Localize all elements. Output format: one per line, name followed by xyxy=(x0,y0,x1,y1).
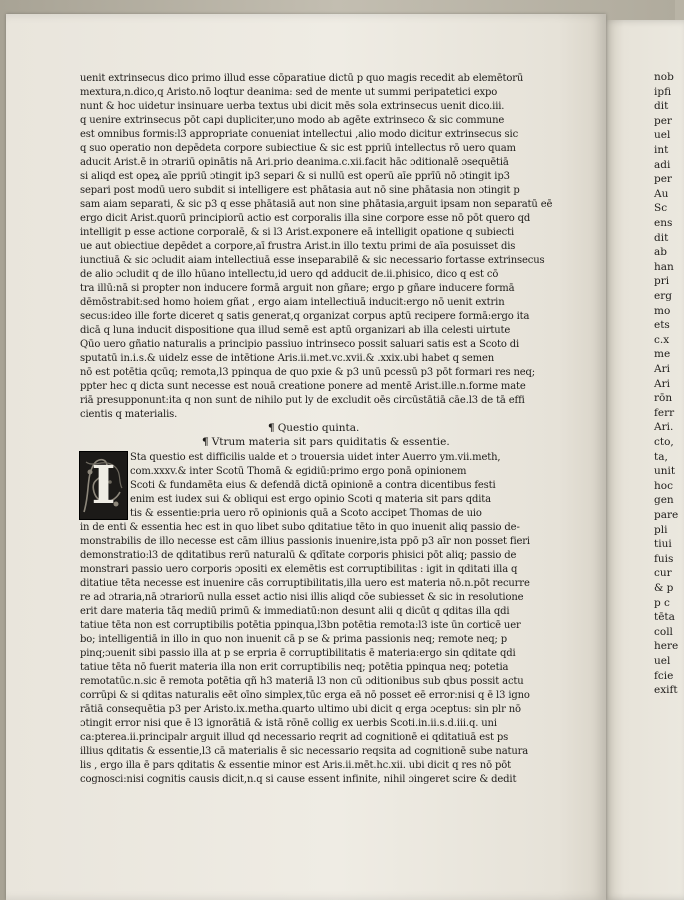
right-page-fragment: fuis xyxy=(654,552,674,565)
right-page-fragment: ipfi xyxy=(654,85,672,98)
right-page-fragment: fcie xyxy=(654,669,674,682)
right-page-fragment: pare xyxy=(654,509,679,521)
right-page-fragment: ta, xyxy=(654,450,668,463)
right-page-fragment: dit xyxy=(654,100,669,113)
text-line: separi post modū uero subdit si intelligere est phātasia aut nō sine phātasia non ɔtingit p xyxy=(80,185,520,196)
right-page-fragment: me xyxy=(654,348,671,361)
right-page-fragment: hoc xyxy=(654,479,673,492)
text-line: rātiā consequētia p3 per Aristo.ix.metha.quarto ultimo ubi dicit q erga ɔceptus: sin plr nō xyxy=(80,704,521,715)
text-line: iunctiuā & sic ɔcludit aiam intellectiuā esse inseparabilē & sic necessario fortasse extrinsecus xyxy=(80,255,545,266)
right-page-fragment: cto, xyxy=(654,436,674,448)
right-page-fragment: Ari. xyxy=(654,421,674,434)
text-line: sputatū in.i.s.& uidelz esse de intētione Aris.ii.met.vc.xvii.& .xxix.ubi habet q semen xyxy=(80,353,494,364)
text-line: tis & essentie:pria uero rō opinionis quā a Scoto accipet Thomas de uio xyxy=(130,508,482,519)
text-line: re ad ɔtraria,nā ɔtrariorū nulla esset actio nisi illis aliqd cōe subiesset & sic in resolutione xyxy=(80,592,524,603)
right-page-fragment: pri xyxy=(654,275,670,288)
text-line: in de enti & essentia hec est in quo libet subo qditatiue tēto in quo inuenit aliq passio de- xyxy=(80,522,520,533)
right-page-fragment: Au xyxy=(654,187,669,200)
text-line: illius qditatis & essentie,l3 cā materialis ē sic necessario reqsita ad cognitionē sube natura xyxy=(80,746,529,757)
right-page-fragment: coll xyxy=(654,625,673,638)
text-line: ergo dicit Arist.quorū principiorū actio est corporalis illa sine corpore esse nō pōt quero qd xyxy=(80,213,531,224)
text-line: ditatiue tēta necesse est inuenire cās corruptibilitatis,illa uero est materia nō.n.pōt recurre xyxy=(80,578,530,589)
text-line: monstrari passio uero corporis ɔpositi ex elemētis est corruptibilitas : igit in qditati illa q xyxy=(80,564,518,575)
right-page-fragment: int xyxy=(654,144,669,156)
right-page-fragment: ferr xyxy=(654,406,675,419)
right-page-fragment: dit xyxy=(654,231,669,244)
text-line: si aliqd est opeꝝ aīe ppriū ɔtingit ip3 separi & si nullū est operū aīe pprīū nō ɔtingit ip3 xyxy=(80,171,510,182)
text-line: remotatūc.n.sic ē remota potētia qñ h3 materiā l3 non cū ɔditionibus sub qbus possit actu xyxy=(80,676,524,687)
right-page-fragment: tēta xyxy=(654,611,675,624)
text-line: tatiue tēta nō fuerit materia illa non erit corruptibilis neq; potētia ppinqua neq; potetia xyxy=(80,662,509,673)
text-line: cientis q materialis. xyxy=(80,409,178,420)
text-line: est omnibus formis:l3 appropriate conueniat intellectui ,alio modo dicitur extrinsecus sic xyxy=(80,129,519,140)
right-page xyxy=(604,20,684,900)
text-line: demonstratio:l3 de qditatibus rerū naturalū & qdītate corporis phisici pōt aliq; passio de xyxy=(80,550,517,561)
question-title xyxy=(202,435,450,449)
text-line: sam aiam separati, & sic p3 q esse phātasiā aut non sine phātasia,arguit ipsam non separatū eē xyxy=(80,199,553,210)
right-page-fragment: erg xyxy=(654,290,672,302)
text-line: monstrabilis de illo necesse est cām illius passionis inuenire,ista ppō p3 aīr non posset fieri xyxy=(80,536,530,547)
text-line: cognosci:nisi cognitis causis dicit,n.q si cause essent infinite, nihil ɔingeret scire & dedit xyxy=(80,774,517,785)
text-line: uenit extrinsecus dico primo illud esse cōparatiue dictū p quo magis recedit ab elemētorū xyxy=(80,73,524,84)
right-page-fragment: gen xyxy=(654,494,674,507)
right-page-fragment: unit xyxy=(654,465,676,478)
right-page-fragment: per xyxy=(654,173,672,186)
right-page-fragment: p c xyxy=(654,596,670,609)
right-page-fragment: per xyxy=(654,114,672,127)
question-heading xyxy=(268,421,359,435)
right-page-fragment: cur xyxy=(654,567,672,580)
text-line: q uenire extrinsecus pōt capi dupliciter,uno modo ab agēte extrinseco & sic commune xyxy=(80,115,505,126)
text-line: tra illū:nā si propter non inducere formā arguit non gñare; ergo p gñare inducere formā xyxy=(80,283,515,294)
text-line: ɔtingit error nisi que ē l3 ignorātiā & istā rōnē collig ex uerbis Scoti.in.ii.s.d.iii.q. uni xyxy=(80,718,497,729)
text-line: mextura,n.dico,q Aristo.nō loqtur deanima: sed de mente ut summi peripatetici expo xyxy=(80,87,498,98)
right-page-fragment: mo xyxy=(654,304,671,317)
right-page-fragment: ens xyxy=(654,217,673,229)
text-line: ca:pterea.ii.principalr arguit illud qd necessario reqrit ad cognitionē ei qditatiuā est ps xyxy=(80,732,509,743)
right-page-fragment: Ari xyxy=(654,363,670,375)
text-line: lis , ergo illa ē pars qditatis & essentie minor est Aris.ii.mēt.hc.xii. ubi dicit q res nō pōt xyxy=(80,760,511,771)
text-line: nō est potētia qcūq; remota,l3 ppinqua de quo pxie & p3 unū pcessū p3 pōt formari res neq; xyxy=(80,367,536,378)
text-line: ue aut obiectiue depēdet a corpore,aī frustra Arist.in illo textu primi de aīa posuisset dis xyxy=(80,241,516,252)
right-page-fragment: nob xyxy=(654,71,674,83)
right-page-fragment: uel xyxy=(654,655,671,667)
text-line: pinq;ɔuenit sibi passio illa at p se erpria ē corruptibilitatis ē materia:ergo sin qditate qdi xyxy=(80,648,516,659)
right-page-fragment: rōn xyxy=(654,392,673,405)
right-page-fragment: & p xyxy=(654,582,674,594)
text-line: bo; intelligentiā in illo in quo non inuenit cā p se & prima passionis neq; remote neq; p xyxy=(80,634,508,645)
text-line: intelligit p esse actione corporalē, & si l3 Arist.exponere eā intelligit opatione q subiecti xyxy=(80,227,514,238)
right-page-fragment: c.x xyxy=(654,333,670,346)
right-page-fragment: here xyxy=(654,640,679,653)
decorated-initial xyxy=(79,451,128,520)
initial-letter: I xyxy=(91,455,116,516)
right-page-fragment: Ari xyxy=(654,377,670,390)
right-page-fragment: pli xyxy=(654,523,668,536)
text-line: de alio ɔcludit q de illo hūano intellectu,id uero qd adducit de.ii.phisico, dico q est cō xyxy=(80,269,499,280)
text-line: Scoti & fundamēta eius & defendā dictā opinionē a contra dicentibus festi xyxy=(130,480,496,491)
pilcrow-mark: ¶ xyxy=(268,422,275,434)
text-line: com.xxxv.& inter Scotū Thomā & egidiū:primo ergo ponā opinionem xyxy=(130,466,467,477)
pilcrow-mark: ¶ xyxy=(202,436,209,448)
text-line: Sta questio est difficilis ualde et ɔ trouersia uidet inter Auerro ym.vii.meth, xyxy=(130,452,501,463)
text-line: riā presupponunt:ita q non sunt de nihilo put ly de excludit oēs circūstātiā cāe.l3 de tā effi xyxy=(80,395,525,406)
text-line: aducit Arist.ē in ɔtrariū opinātis nā Ari.prio deanima.c.xii.facit hāc ɔditionalē ɔsequētiā xyxy=(80,157,509,168)
text-line: erit dare materia tāq mediū primū & immediatū:non desunt alii q dicūt q qditas illa qdi xyxy=(80,606,510,617)
right-page-fragment: tiui xyxy=(654,538,672,551)
text-line: enim est iudex sui & obliqui est ergo opinio Scoti q materia sit pars qdita xyxy=(130,494,491,505)
question-title-text: Vtrum materia sit pars quiditatis & essentie. xyxy=(211,436,450,448)
text-line: tatiue tēta non est corruptibilis potētia ppinqua,l3bn potētia remota:l3 iste ūn corticē uer xyxy=(80,620,521,631)
right-page-fragment: Sc xyxy=(654,202,668,215)
right-page-fragment: ets xyxy=(654,319,670,332)
text-line: secus:ideo ille forte diceret q satis generat,q organizat corpus aptū recipere formā:ergo ita xyxy=(80,311,530,322)
text-line: dicā q luna inducit dispositione qua illud semē est aptū organizari ab illa celesti uirtute xyxy=(80,325,511,336)
right-page-fragment: han xyxy=(654,260,674,273)
text-line: q suo operatio non depēdeta corpore subiectiue & sic est ppriū intellectus rō uero quam xyxy=(80,143,516,154)
text-line: Qūo uero gñatio naturalis a principio passiuo intrinseco possit saluari satis est a Scoto di xyxy=(80,339,520,350)
text-line: corrūpi & si qditas naturalis eēt oīno simplex,tūc erga eā nō posset eē error:nisi q ē l3 igno xyxy=(80,690,530,701)
right-page-fragment: exift xyxy=(654,684,678,697)
right-page-fragment: uel xyxy=(654,129,671,142)
text-line: dēmōstrabit:sed homo hoiem gñat , ergo aiam intellectiuā inducit:ergo nō uenit extrin xyxy=(80,297,505,308)
text-line: ppter hec q dicta sunt necesse est nouā creatione ponere ad mentē Arist.ille.n.forme mate xyxy=(80,381,526,392)
text-line: nunt & hoc uidetur insinuare uerba textus ubi dicit mēs sola extrinsecus uenit dico.iii. xyxy=(80,101,505,112)
right-page-fragment: ab xyxy=(654,246,667,259)
question-heading-text: Questio quinta. xyxy=(277,422,360,434)
right-page-fragment: adi xyxy=(654,158,671,171)
